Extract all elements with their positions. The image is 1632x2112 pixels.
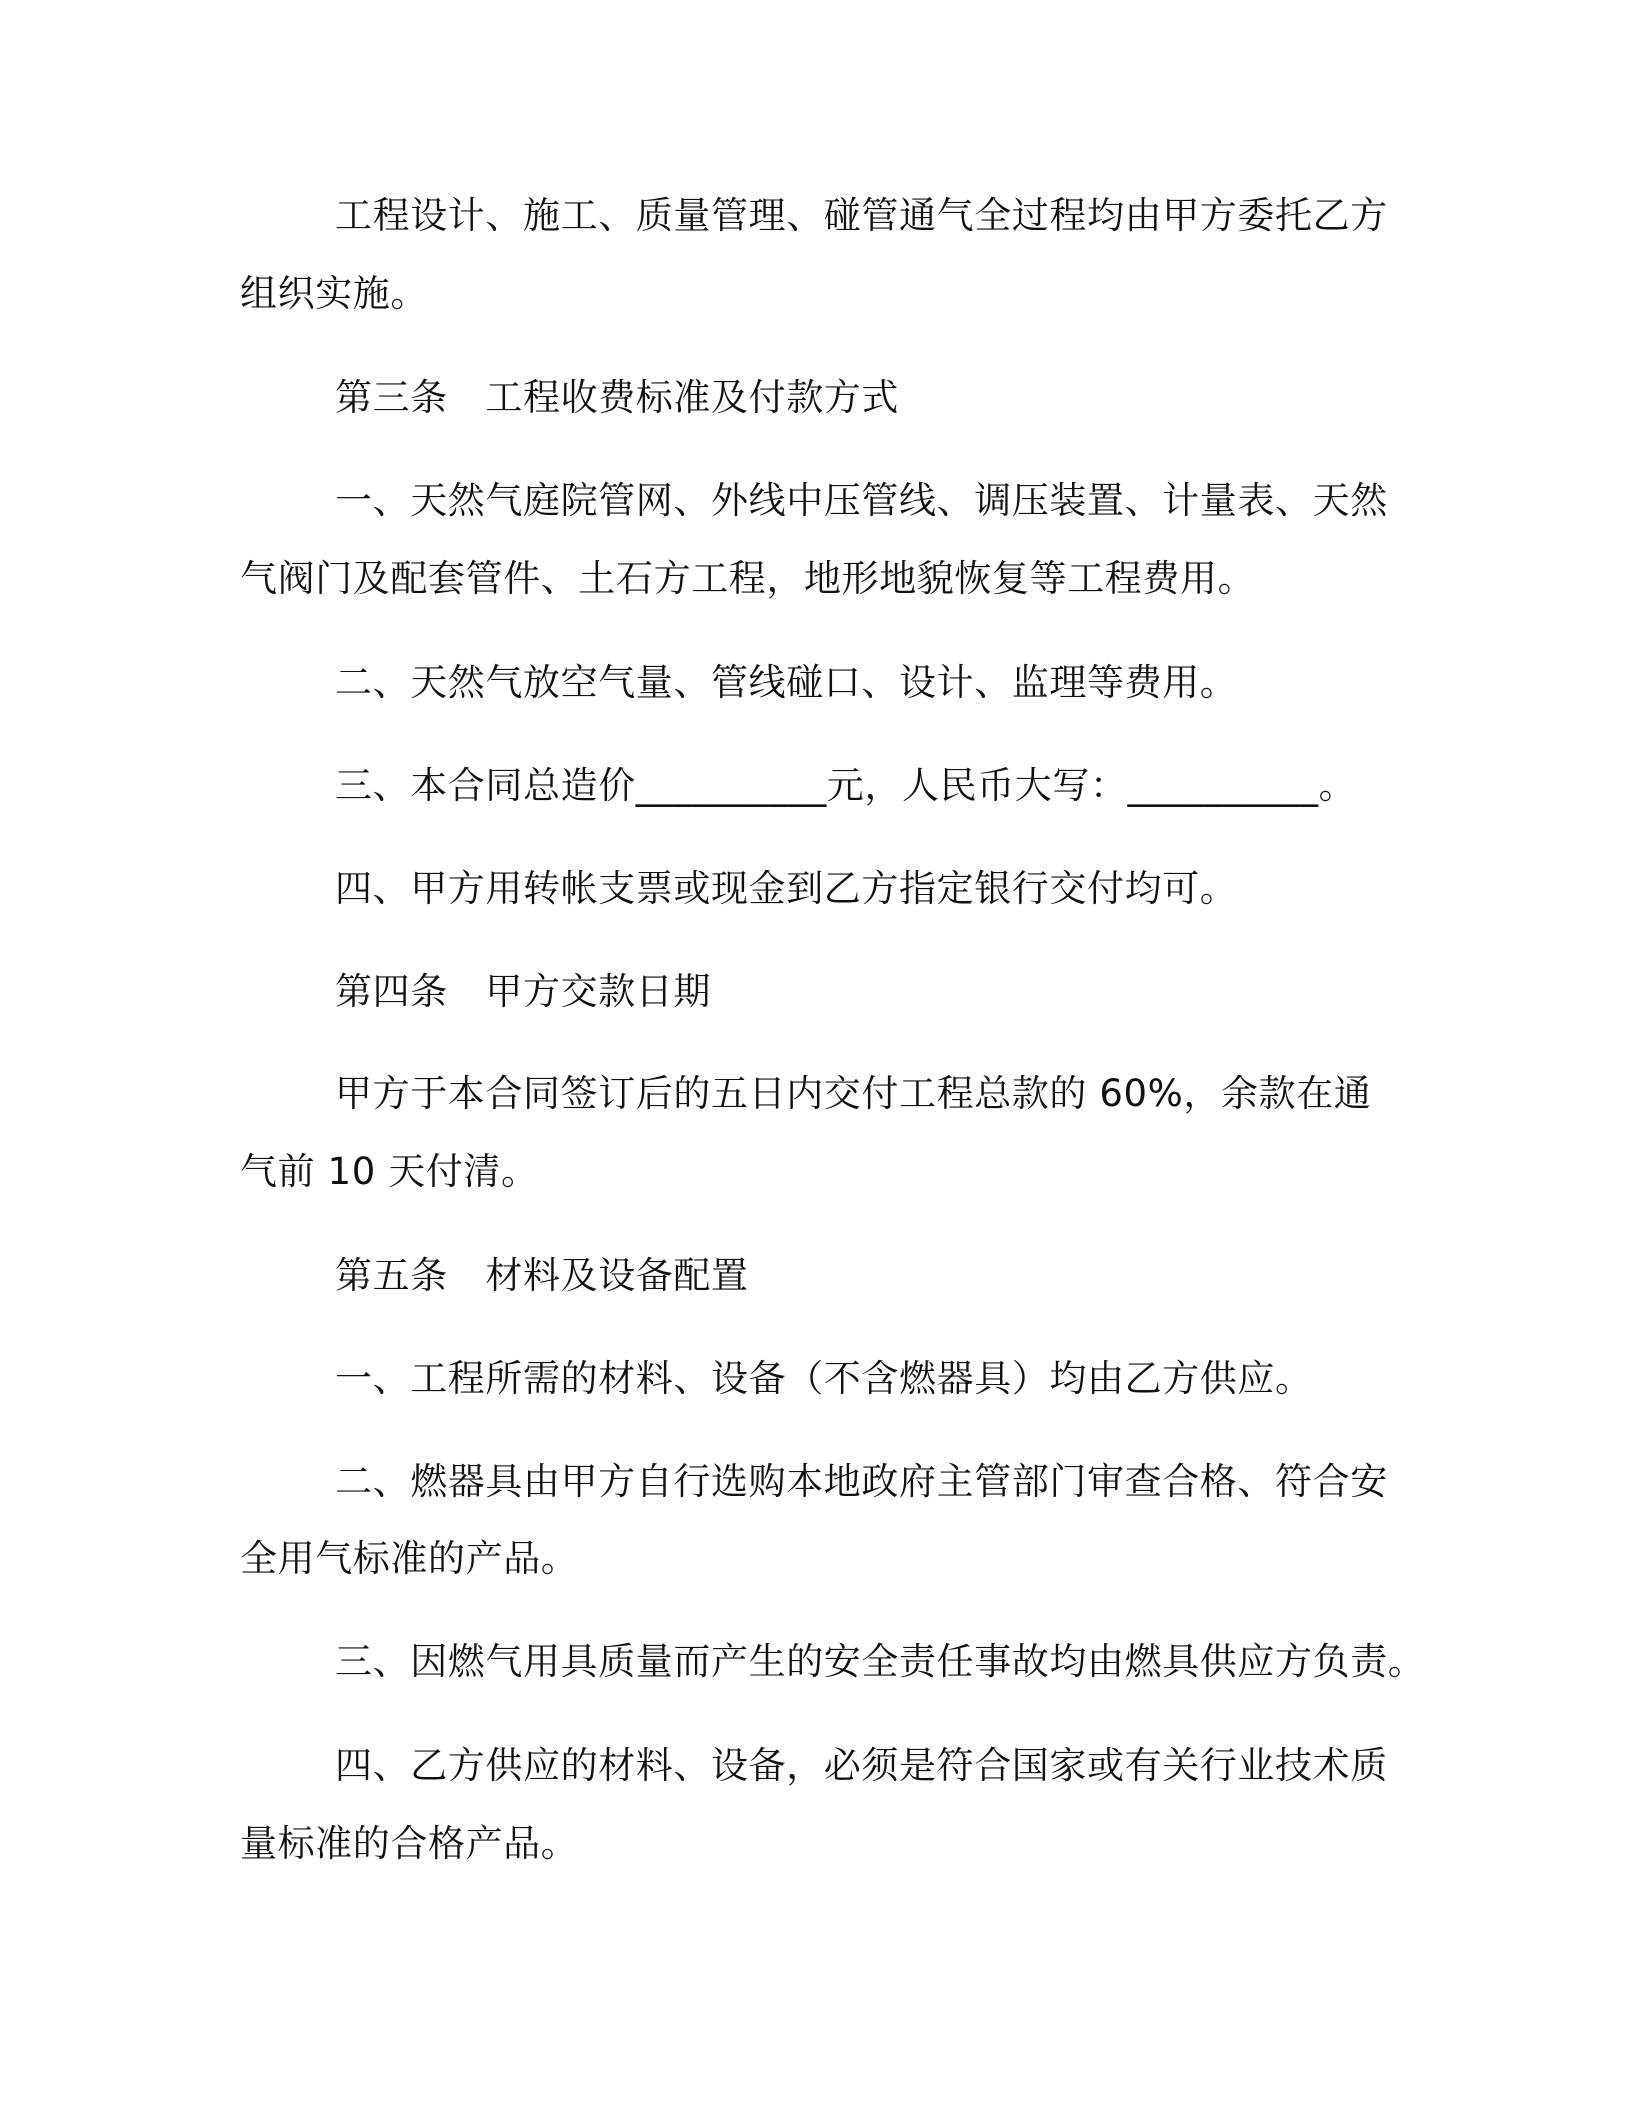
- paragraph-line: 工程设计、施工、质量管理、碰管通气全过程均由甲方委托乙方: [335, 194, 1388, 237]
- paragraph-line: 甲方于本合同签订后的五日内交付工程总款的 60%，余款在通: [335, 1072, 1372, 1115]
- paragraph-line: 全用气标准的产品。: [240, 1537, 579, 1580]
- paragraph-line: 量标准的合格产品。: [240, 1822, 579, 1865]
- paragraph-line: 气阀门及配套管件、土石方工程，地形地貌恢复等工程费用。: [240, 557, 1256, 600]
- paragraph-line: 二、燃器具由甲方自行选购本地政府主管部门审查合格、符合安: [335, 1460, 1388, 1503]
- contract-price-line: 三、本合同总造价__________元，人民币大写：__________。: [335, 764, 1357, 807]
- paragraph-line: 四、乙方供应的材料、设备，必须是符合国家或有关行业技术质: [335, 1744, 1388, 1787]
- article-5-heading: 第五条 材料及设备配置: [335, 1254, 749, 1297]
- paragraph-line: 一、天然气庭院管网、外线中压管线、调压装置、计量表、天然: [335, 479, 1388, 522]
- paragraph-line: 四、甲方用转帐支票或现金到乙方指定银行交付均可。: [335, 867, 1238, 910]
- paragraph-line: 三、因燃气用具质量而产生的安全责任事故均由燃具供应方负责。: [335, 1640, 1426, 1683]
- paragraph-line: 气前 10 天付清。: [240, 1150, 539, 1193]
- paragraph-line: 二、天然气放空气量、管线碰口、设计、监理等费用。: [335, 661, 1238, 704]
- paragraph-line: 一、工程所需的材料、设备（不含燃器具）均由乙方供应。: [335, 1357, 1313, 1400]
- paragraph-line: 组织实施。: [240, 272, 428, 315]
- article-3-heading: 第三条 工程收费标准及付款方式: [335, 376, 899, 419]
- article-4-heading: 第四条 甲方交款日期: [335, 970, 711, 1013]
